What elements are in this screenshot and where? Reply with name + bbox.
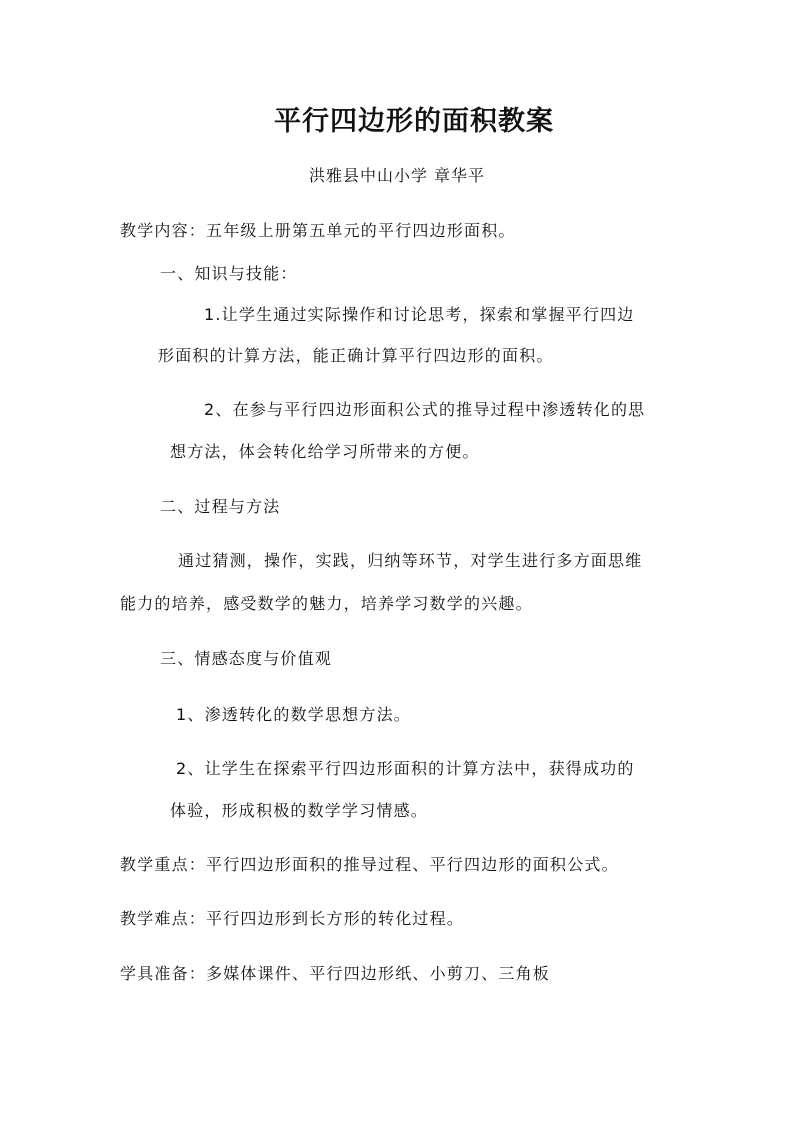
author-line: 洪雅县中山小学 章华平 [308,166,486,185]
section2-text-line1: 通过猜测，操作，实践，归纳等环节，对学生进行多方面思维 [178,551,643,570]
section1-heading: 一、知识与技能： [160,264,298,283]
difficult-point: 教学难点：平行四边形到长方形的转化过程。 [120,909,465,928]
section3-heading: 三、情感态度与价值观 [160,649,333,668]
section3-item2-line1: 2、让学生在探索平行四边形面积的计算方法中，获得成功的 [176,759,635,778]
section1-item1-line2: 形面积的计算方法，能正确计算平行四边形的面积。 [158,346,554,365]
section2-heading: 二、过程与方法 [160,497,281,516]
section3-item1: 1、渗透转化的数学思想方法。 [176,705,411,724]
document-title: 平行四边形的面积教案 [274,106,554,137]
section3-item2-line2: 体验，形成积极的数学学习情感。 [170,801,429,820]
section2-text-line2: 能力的培养，感受数学的魅力，培养学习数学的兴趣。 [120,594,533,613]
section1-item2-line1: 2、在参与平行四边形面积公式的推导过程中渗透转化的思 [204,400,646,419]
section1-item1-line1: 1.让学生通过实际操作和讨论思考，探索和掌握平行四边 [204,305,635,324]
key-point: 教学重点：平行四边形面积的推导过程、平行四边形的面积公式。 [120,855,619,874]
teaching-content: 教学内容：五年级上册第五单元的平行四边形面积。 [120,221,516,240]
section1-item2-line2: 想方法，体会转化给学习所带来的方便。 [170,442,480,461]
materials: 学具准备：多媒体课件、平行四边形纸、小剪刀、三角板 [120,964,551,983]
